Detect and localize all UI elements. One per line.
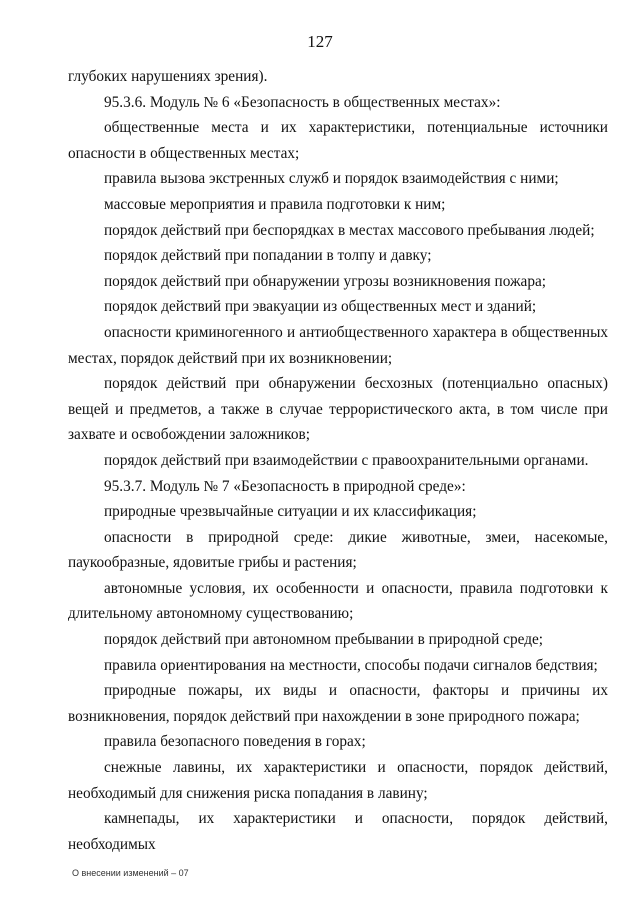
paragraph: опасности в природной среде: дикие животные, змеи, насекомые, паукообразные, ядовитые грибы и растения;: [68, 528, 608, 572]
paragraph: 95.3.7. Модуль № 7 «Безопасность в природной среде»:: [104, 477, 466, 495]
paragraph: правила ориентирования на местности, способы подачи сигналов бедствия;: [104, 656, 598, 674]
footer-note: О внесении изменений – 07: [72, 868, 189, 878]
paragraph: массовые мероприятия и правила подготовки к ним;: [104, 195, 446, 213]
paragraph: 95.3.6. Модуль № 6 «Безопасность в общественных местах»:: [104, 93, 501, 111]
paragraph: опасности криминогенного и антиобщественного характера в общественных местах, порядок действий при их возникновении;: [68, 323, 608, 367]
paragraph: порядок действий при беспорядках в местах массового пребывания людей;: [104, 221, 595, 239]
paragraph: автономные условия, их особенности и опасности, правила подготовки к длительному автономному существованию;: [68, 579, 608, 623]
paragraph: камнепады, их характеристики и опасности, порядок действий, необходимых: [68, 810, 608, 853]
paragraph: природные чрезвычайные ситуации и их классификация;: [104, 503, 477, 521]
page-number: 127: [307, 32, 333, 51]
paragraph: порядок действий при обнаружении бесхозных (потенциально опасных) вещей и предметов, а также в случае террористического акта, в том числе при захвате и освобождении заложников;: [68, 375, 608, 444]
paragraph: правила безопасного поведения в горах;: [104, 733, 366, 751]
paragraph: правила вызова экстренных служб и порядок взаимодействия с ними;: [104, 170, 559, 188]
paragraph: порядок действий при эвакуации из общественных мест и зданий;: [104, 298, 537, 316]
paragraph: порядок действий при взаимодействии с правоохранительными органами.: [104, 451, 589, 469]
document-body: [68, 64, 608, 857]
paragraph: снежные лавины, их характеристики и опасности, порядок действий, необходимый для снижения риска попадания в лавину;: [68, 759, 608, 802]
paragraph: природные пожары, их виды и опасности, факторы и причины их возникновения, порядок действий при нахождении в зоне природного пожара;: [68, 682, 608, 725]
paragraph: порядок действий при обнаружении угрозы возникновения пожара;: [104, 272, 547, 290]
paragraph: общественные места и их характеристики, потенциальные источники опасности в общественных местах;: [68, 119, 608, 162]
paragraph: порядок действий при автономном пребывании в природной среде;: [104, 631, 544, 649]
paragraph: глубоких нарушениях зрения).: [68, 68, 268, 85]
paragraph: порядок действий при попадании в толпу и давку;: [104, 247, 432, 265]
